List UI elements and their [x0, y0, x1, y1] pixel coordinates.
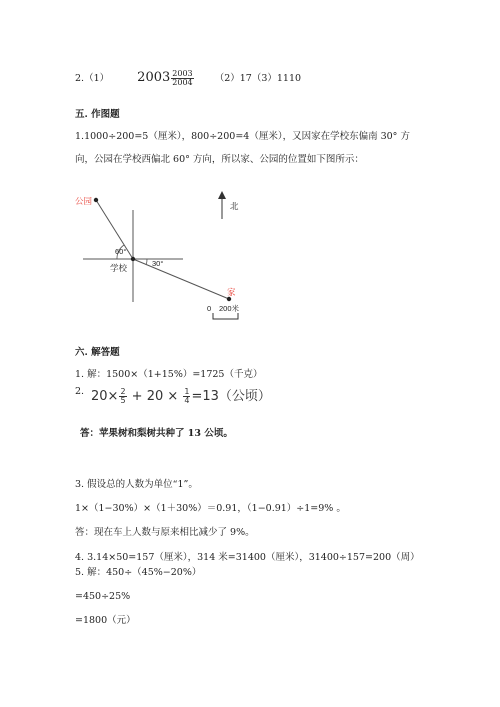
section6-q2-label: 2. [75, 386, 85, 397]
q2-calculation [91, 388, 271, 405]
scale-length-label: 200米 [219, 304, 240, 313]
mixed-number-whole: 2003 [137, 70, 171, 85]
section6-q3-line1: 3. 假设总的人数为单位“1”。 [75, 479, 198, 490]
mixed-number-fraction [171, 70, 193, 87]
section5-heading: 五. 作图题 [75, 109, 120, 120]
park-label: 公园 [75, 196, 93, 206]
fraction-two-fifths [119, 388, 126, 405]
section5-line1: 1.1000÷200=5（厘米），800÷200=4（厘米），又因家在学校东偏南 30° 方 [75, 131, 410, 142]
fraction-denominator: 2004 [172, 78, 193, 87]
north-label: 北 [230, 201, 239, 211]
angle-30-label: 30° [152, 259, 164, 268]
home-line [133, 259, 229, 299]
section6-q3-answer: 答：现在车上人数与原来相比减少了 9%。 [75, 527, 255, 538]
fraction-numerator: 1 [184, 387, 190, 396]
section6-q1: 1. 解：1500×（1+15%）=1725（千克） [75, 369, 263, 380]
section6-q5-line3: =1800（元） [75, 615, 136, 626]
scale-zero-label: 0 [207, 304, 212, 313]
section6-q4: 4. 3.14×50=157（厘米），314 米=31400（厘米），31400÷157=200（周） [75, 552, 420, 563]
q2-prefix: 2.（1） [75, 73, 110, 84]
home-label: 家 [227, 287, 236, 297]
school-point [131, 257, 135, 261]
section6-q5-line2: =450÷25% [75, 591, 131, 602]
fraction-denominator: 5 [120, 396, 126, 405]
school-label: 学校 [110, 263, 128, 273]
section6-q2-answer: 答：苹果树和梨树共种了 13 公顷。 [80, 428, 233, 439]
calc-part-b: + 20 × [127, 389, 183, 404]
q2-rest: （2）17（3）1110 [214, 73, 302, 84]
position-diagram [0, 180, 500, 330]
fraction-numerator: 2 [120, 387, 126, 396]
calc-part-c: =13（公顷） [191, 389, 271, 404]
section6-q5-line1: 5. 解：450÷（45%−20%） [75, 567, 202, 578]
calc-part-a: 20× [91, 389, 119, 404]
fraction-one-quarter [183, 388, 190, 405]
park-point [94, 198, 98, 202]
scale-bar [213, 313, 238, 319]
fraction-numerator: 2003 [172, 69, 193, 78]
section6-q3-line2: 1×（1−30%）×（1＋30%）＝0.91，（1−0.91）÷1=9% 。 [75, 503, 346, 514]
q2-line [75, 70, 301, 87]
home-point [227, 297, 231, 301]
fraction-denominator: 4 [184, 396, 190, 405]
angle-arc-30 [146, 259, 147, 265]
section5-line2: 向，公园在学校西偏北 60° 方向，所以家、公园的位置如下图所示： [75, 154, 364, 165]
angle-60-label: 60° [115, 247, 127, 256]
section6-heading: 六. 解答题 [75, 347, 120, 358]
